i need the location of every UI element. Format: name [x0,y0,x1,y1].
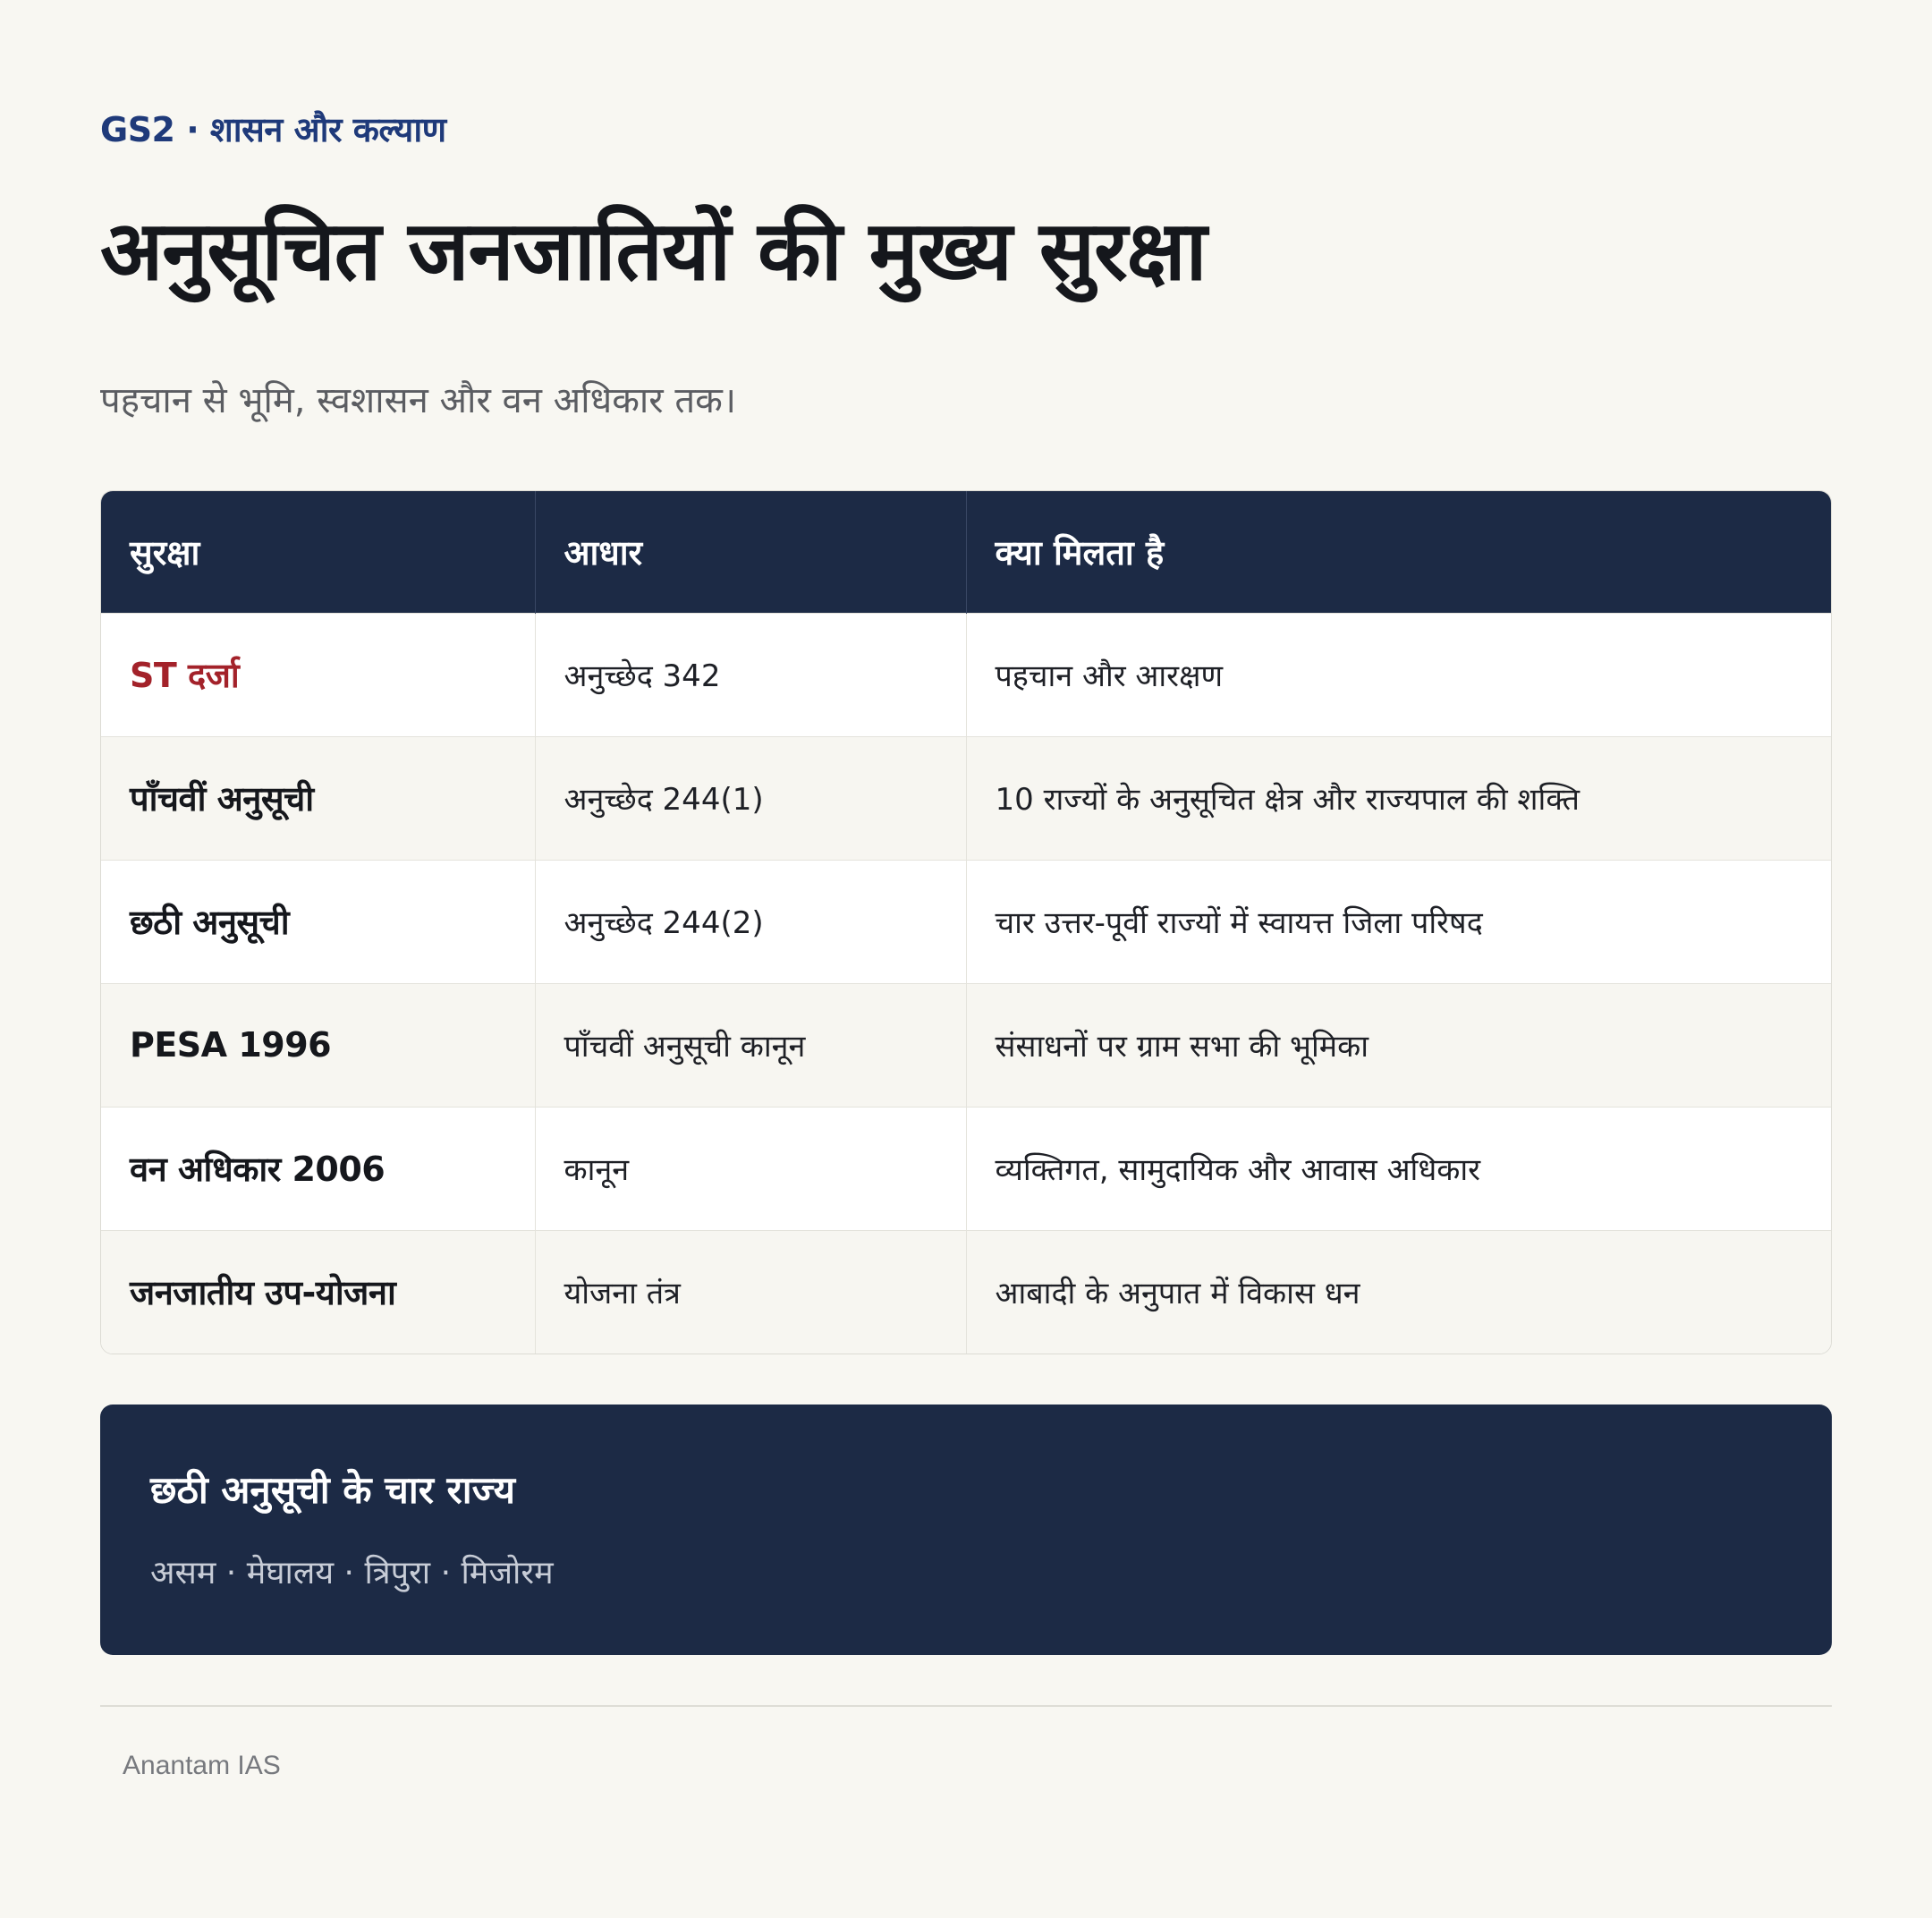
page-title: अनुसूचित जनजातियों की मुख्य सुरक्षा [100,203,1207,299]
table-header-row [101,491,1831,613]
table-row [101,613,1831,736]
row-basis: कानून [535,1107,966,1230]
row-basis: अनुच्छेद 342 [535,613,966,736]
column-header-protection: सुरक्षा [101,491,535,613]
row-protection-name: जनजातीय उप-योजना [101,1230,535,1354]
table-row [101,860,1831,983]
row-basis: अनुच्छेद 244(1) [535,736,966,860]
section-kicker: GS2 · शासन और कल्याण [100,110,446,149]
row-benefit: आबादी के अनुपात में विकास धन [966,1230,1831,1354]
sixth-schedule-callout [100,1405,1832,1655]
row-protection-name: वन अधिकार 2006 [101,1107,535,1230]
row-benefit: 10 राज्यों के अनुसूचित क्षेत्र और राज्यपाल की शक्ति [966,736,1831,860]
row-protection-name: पाँचवीं अनुसूची [101,736,535,860]
table-row [101,1230,1831,1354]
row-benefit: पहचान और आरक्षण [966,613,1831,736]
footer-divider [100,1705,1832,1707]
page-subtitle: पहचान से भूमि, स्वशासन और वन अधिकार तक। [100,380,737,421]
row-basis: पाँचवीं अनुसूची कानून [535,983,966,1107]
callout-states-list: असम · मेघालय · त्रिपुरा · मिजोरम [150,1555,554,1591]
table-row [101,1107,1831,1230]
row-protection-name: ST दर्जा [101,613,535,736]
row-basis: योजना तंत्र [535,1230,966,1354]
row-benefit: चार उत्तर-पूर्वी राज्यों में स्वायत्त जिला परिषद [966,860,1831,983]
column-header-benefit: क्या मिलता है [995,532,1165,573]
row-basis: अनुच्छेद 244(2) [535,860,966,983]
row-benefit: संसाधनों पर ग्राम सभा की भूमिका [966,983,1831,1107]
column-header-basis: आधार [535,491,966,613]
row-benefit: व्यक्तिगत, सामुदायिक और आवास अधिकार [966,1107,1831,1230]
footer-brand: Anantam IAS [123,1751,281,1780]
callout-title: छठी अनुसूची के चार राज्य [150,1468,515,1512]
table-row [101,983,1831,1107]
row-protection-name: PESA 1996 [101,983,535,1107]
protections-table [100,490,1832,1354]
table-row [101,736,1831,860]
row-protection-name: छठी अनुसूची [101,860,535,983]
